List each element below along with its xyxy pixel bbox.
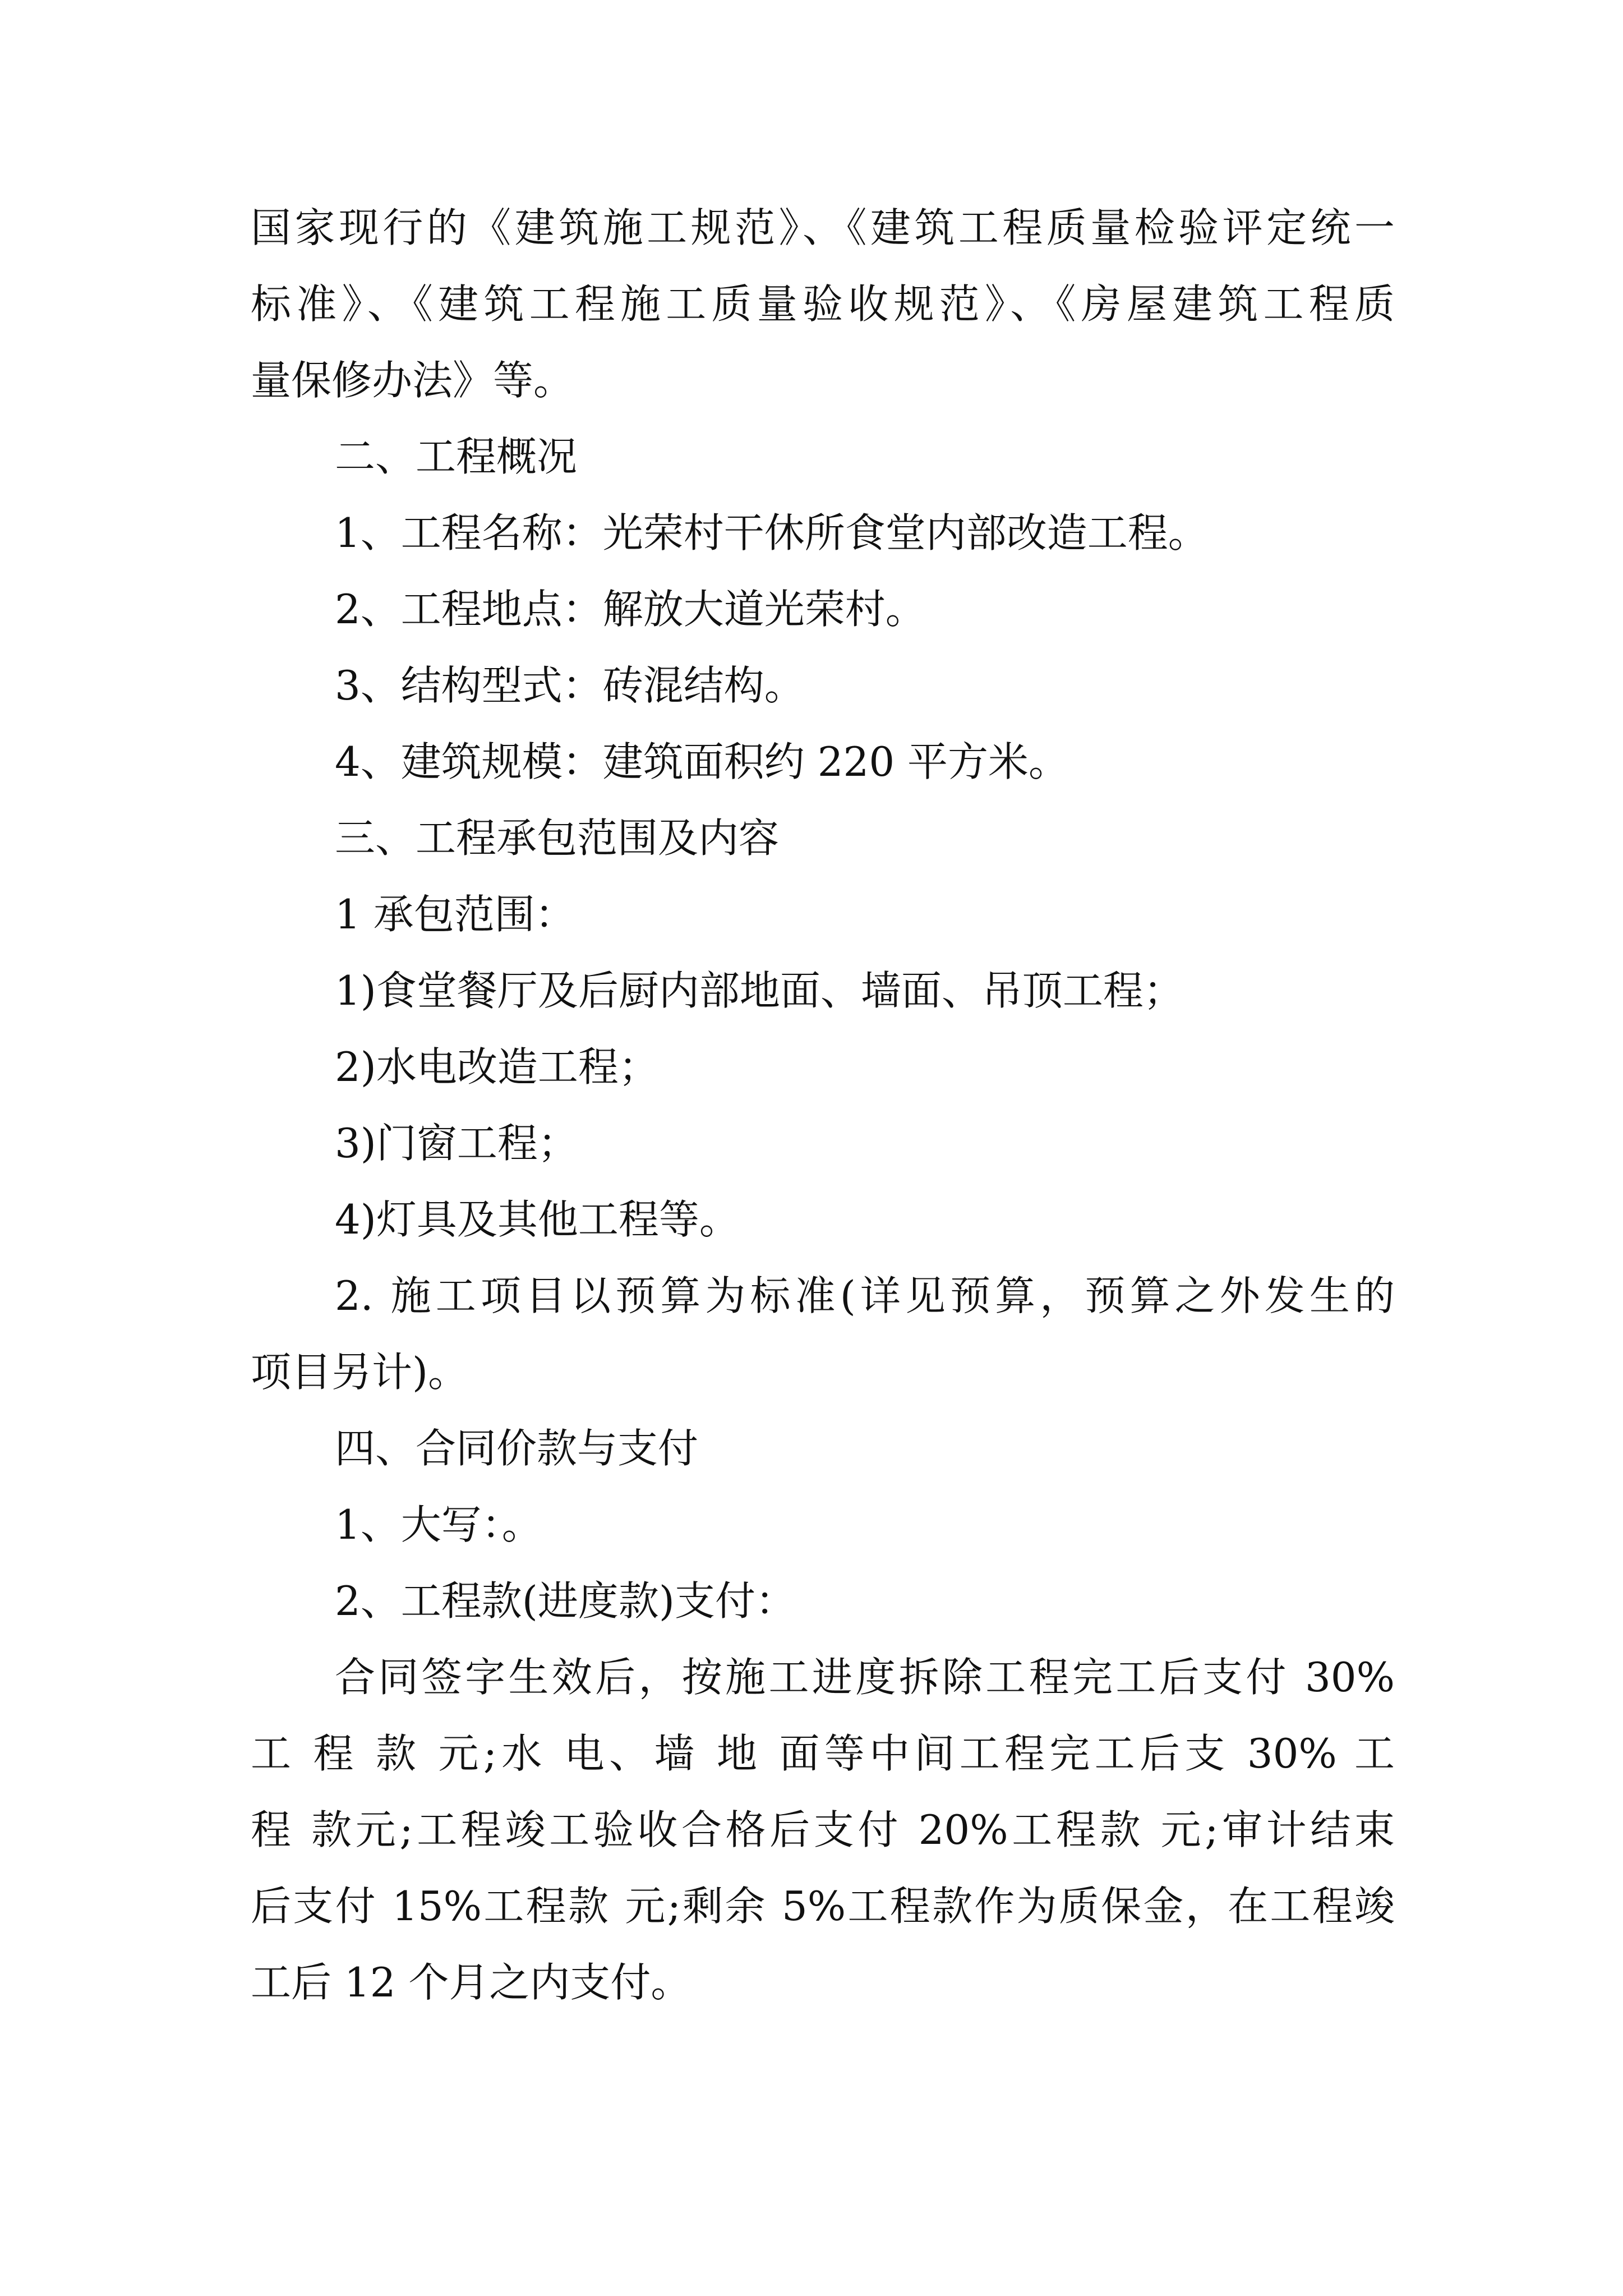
list-item: 2、工程地点：解放大道光荣村。 <box>335 586 926 633</box>
contract-text <box>251 190 1395 2021</box>
list-item: 2、工程款(进度款)支付： <box>335 1577 796 1625</box>
paragraph-line: 程 款元;工程竣工验收合格后支付 20%工程款 元;审计结束 <box>251 1806 1395 1853</box>
paragraph-line: 量保修办法》等。 <box>251 357 574 404</box>
paragraph-line: 项目另计)。 <box>251 1349 469 1396</box>
list-item: 4、建筑规模：建筑面积约 220 平方米。 <box>335 738 1069 785</box>
list-item: 1、工程名称：光荣村干休所食堂内部改造工程。 <box>335 509 1209 556</box>
paragraph-line: 工后 12 个月之内支付。 <box>251 1959 691 2006</box>
list-item: 3)门窗工程； <box>335 1120 578 1167</box>
list-item: 3、结构型式：砖混结构。 <box>335 662 805 709</box>
paragraph-line: 国家现行的《建筑施工规范》、《建筑工程质量检验评定统一 <box>251 204 1395 251</box>
section-heading: 四、合同价款与支付 <box>335 1425 699 1472</box>
paragraph-line: 标准》、《建筑工程施工质量验收规范》、《房屋建筑工程质 <box>251 280 1395 328</box>
list-item: 1)食堂餐厅及后厨内部地面、墙面、吊顶工程； <box>335 967 1184 1014</box>
list-item: 1、大写：。 <box>335 1501 542 1548</box>
paragraph-line: 2. 施工项目以预算为标准(详见预算，预算之外发生的 <box>335 1272 1395 1319</box>
paragraph-line: 合同签字生效后，按施工进度拆除工程完工后支付 30% <box>335 1654 1395 1701</box>
list-item: 2)水电改造工程； <box>335 1043 659 1091</box>
section-heading: 三、工程承包范围及内容 <box>335 815 780 862</box>
list-item: 4)灯具及其他工程等。 <box>335 1196 740 1243</box>
subheading: 1 承包范围： <box>335 891 575 938</box>
paragraph-line: 后支付 15%工程款 元;剩余 5%工程款作为质保金，在工程竣 <box>251 1883 1395 1930</box>
section-heading: 二、工程概况 <box>335 433 578 480</box>
paragraph-line: 工 程 款 元;水 电、墙 地 面等中间工程完工后支 30% 工 <box>251 1730 1395 1777</box>
